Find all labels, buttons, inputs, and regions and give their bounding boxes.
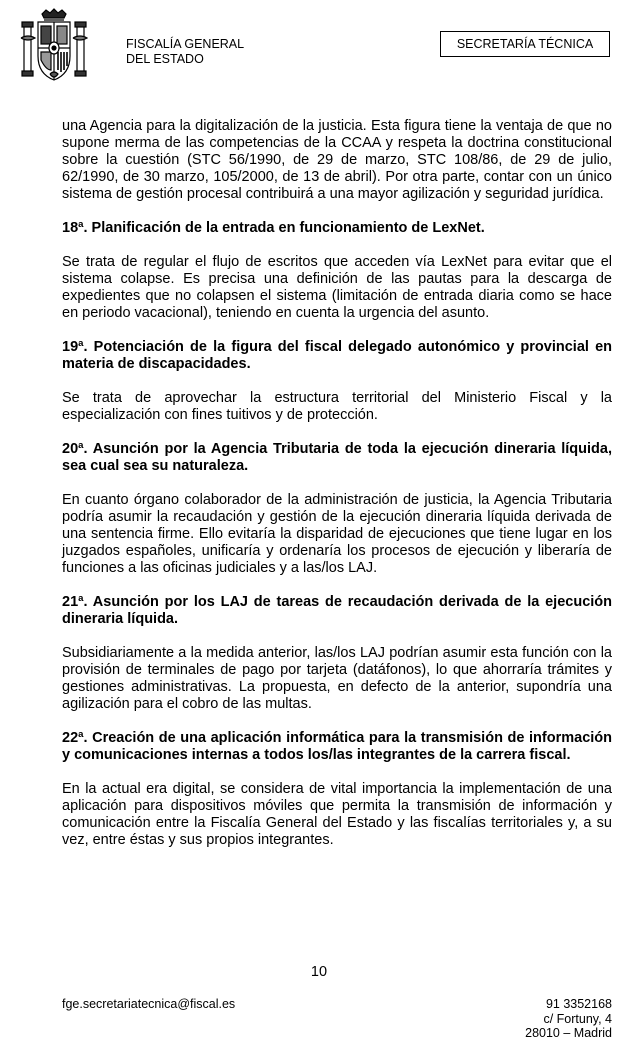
department-box: SECRETARÍA TÉCNICA [440,31,610,57]
section-19-body: Se trata de aprovechar la estructura territorial del Ministerio Fiscal y la especialización con fines tuitivos y de protección. [62,390,612,423]
footer-city: 28010 – Madrid [525,1026,612,1040]
footer-phone: 91 3352168 [545,997,612,1011]
section-21-heading: 21ª. Asunción por los LAJ de tareas de recaudación derivada de la ejecución dineraria líquida. [62,594,612,627]
section-22-heading: 22ª. Creación de una aplicación informática para la transmisión de información y comunicaciones internas a todos los/las integrantes de la carrera fiscal. [62,730,612,763]
footer-address [525,997,612,1041]
section-20-body: En cuanto órgano colaborador de la administración de justicia, la Agencia Tributaria podría asumir la recaudación y gestión de la ejecución dineraria líquida derivada de una sentencia firme. Ello evitaría la disparidad de ejecuciones que tiene lugar en los juzgados españoles, unificaría y ordenaría los procesos de ejecución y liberaría de funciones a las oficinas judiciales y a las/los LAJ. [62,492,612,576]
footer-email: fge.secretariatecnica@fiscal.es [62,997,236,1011]
coat-of-arms-icon [20,8,88,84]
intro-paragraph: una Agencia para la digitalización de la justicia. Esta figura tiene la ventaja de que no supone merma de las competencias de la CCAA y respeta la doctrina constitucional sobre la cuestión (STC 56/1990, de 29 de marzo, STC 108/86, de 29 de julio, 62/1990, de 30 marzo, 105/2000, de 13 de abril). Por otra parte, contar con un único sistema de gestión procesal contribuirá a una mayor agilización y seguridad jurídica. [62,118,612,202]
organization-name [126,37,244,67]
org-line-2: DEL ESTADO [126,52,204,66]
section-18-body: Se trata de regular el flujo de escritos que acceden vía LexNet para evitar que el sistema colapse. Es precisa una definición de las pautas para la descarga de expedientes que no colapsen el sistema (limitación de entrada diaria como se hace en periodo vacacional), teniendo en cuenta la urgencia del asunto. [62,254,612,321]
section-22-body: En la actual era digital, se considera de vital importancia la implementación de una aplicación para dispositivos móviles que permita la transmisión de información y comunicación entre la Fiscalía General del Estado y las fiscalías territoriales y, a su vez, entre éstas y sus propios integrantes. [62,781,612,848]
document-body [62,118,612,866]
page-number: 10 [310,964,328,980]
section-20-heading: 20ª. Asunción por la Agencia Tributaria de toda la ejecución dineraria líquida, sea cual sea su naturaleza. [62,441,612,474]
section-21-body: Subsidiariamente a la medida anterior, las/los LAJ podrían asumir esta función con la provisión de terminales de pago por tarjeta (datáfonos), lo que ahorraría trámites y gestiones administrativas. La propuesta, en defecto de la anterior, supondría una agilización para el cobro de las multas. [62,645,612,712]
section-19-heading: 19ª. Potenciación de la figura del fiscal delegado autonómico y provincial en materia de discapacidades. [62,339,612,372]
section-18-heading: 18ª. Planificación de la entrada en funcionamiento de LexNet. [62,220,485,236]
footer-street: c/ Fortuny, 4 [543,1011,612,1026]
org-line-1: FISCALÍA GENERAL [126,37,245,51]
